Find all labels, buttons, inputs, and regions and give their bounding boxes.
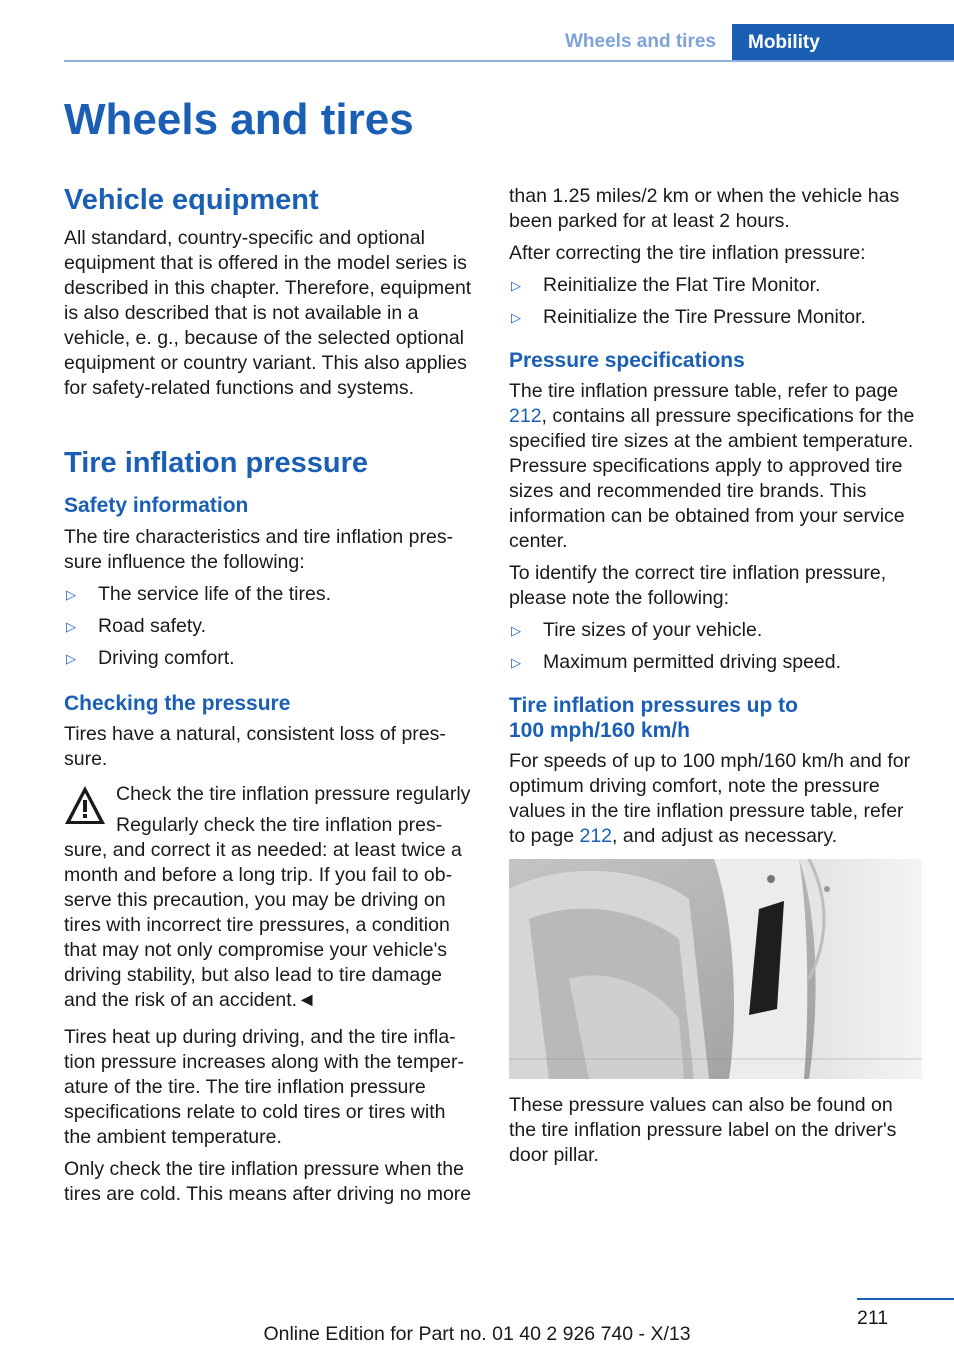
heading-up-to-100: Tire inflation pressures up to 100 mph/160 km/h [509,694,798,742]
up-to-100-text: For speeds of up to 100 mph/160 km/h and for optimum driving comfort, note the pressure values in the tire inflation pressure table, refer to page 212, and adjust as necessary. [509,750,911,847]
list-item: ▷ Reinitialize the Tire Pressure Monitor. [511,306,866,328]
checking-intro: Tires have a natural, consistent loss of pressure. [64,723,446,770]
right-column [509,184,921,1175]
bullet-triangle-icon: ▷ [66,587,76,602]
list-item: ▷ Reinitialize the Flat Tire Monitor. [511,274,821,296]
left-column [64,180,476,1214]
header-section-label: Wheels and tires [565,31,716,52]
page-number: 211 [857,1307,889,1329]
heading-checking-the-pressure: Checking the pressure [64,692,291,715]
bullet-triangle-icon: ▷ [66,651,76,666]
header-divider [64,60,954,62]
door-pillar-label-photo [509,859,922,1079]
pressure-specs-text: The tire inflation pressure table, refer to page 212, contains all pressure specifications for the specified tire sizes at the ambient temperature. Pressure specifications apply to approved tire sizes and recommended tire brands. This information can be obtained from your service center. [509,380,915,552]
continued-text: than 1.25 miles/2 km or when the vehicle has been parked for at least 2 hours. [509,185,900,232]
safety-intro: The tire characteristics and tire inflation pressure influence the following: [64,526,454,573]
warning-icon [64,784,106,826]
list-item: ▷ Driving comfort. [66,647,235,669]
bullet-triangle-icon: ▷ [66,619,76,634]
heat-text: Tires heat up during driving, and the tire inflation pressure increases along with the temperature of the tire. The tire inflation pressure specifications relate to cold tires or tires with the ambient temperature. [64,1026,464,1148]
identify-list [509,618,921,675]
list-item: ▷ Tire sizes of your vehicle. [511,619,763,641]
identify-text: To identify the correct tire inflation pressure, please note the following: [509,562,887,609]
header-chapter-tab: Mobility [732,24,954,61]
label-text: These pressure values can also be found on the tire inflation pressure label on the driver's door pillar. [509,1094,897,1166]
list-item: ▷ Road safety. [66,615,207,637]
heading-pressure-specifications: Pressure specifications [509,349,745,372]
bullet-triangle-icon: ▷ [511,278,521,293]
bullet-triangle-icon: ▷ [511,310,521,325]
footer-edition-text: Online Edition for Part no. 01 40 2 926 740 - X/13 [263,1323,691,1345]
safety-bullet-list [64,582,476,671]
vehicle-equipment-text: All standard, country-specific and optional equipment that is offered in the model series is described in this chapter. Therefore, equipment is also described that is not available in a vehicle, e. g., because of the selected optional equipment or country variant. This also applies for safety-related functions and systems. [64,227,472,399]
page-number-divider [857,1298,954,1300]
bullet-triangle-icon: ▷ [511,655,521,670]
bullet-triangle-icon: ▷ [511,623,521,638]
list-item: ▷ Maximum permitted driving speed. [511,651,842,673]
page-link-212[interactable]: 212 [579,825,613,847]
warning-box [64,782,476,1013]
heading-safety-information: Safety information [64,494,249,517]
cold-text: Only check the tire inflation pressure when the tires are cold. This means after driving no more [64,1158,472,1205]
after-correcting-list [509,273,921,330]
warning-title: Check the tire inflation pressure regularly [116,783,471,805]
after-correcting-text: After correcting the tire inflation pressure: [509,242,866,264]
heading-tire-inflation-pressure: Tire inflation pressure [64,447,369,479]
page-title: Wheels and tires [64,95,414,144]
page-link-212[interactable]: 212 [509,405,542,427]
warning-body: Regularly check the tire inflation pressure, and correct it as needed: at least twice a month and before a long trip. If you fail to observe this precaution, you may be driving on tires with incorrect tire pressures, a condition that may not only compromise your vehicle's driving stability, but also lead to tire damage and the risk of an accident.◄ [64,814,462,1011]
heading-vehicle-equipment: Vehicle equipment [64,184,319,216]
list-item: ▷ The service life of the tires. [66,583,332,605]
